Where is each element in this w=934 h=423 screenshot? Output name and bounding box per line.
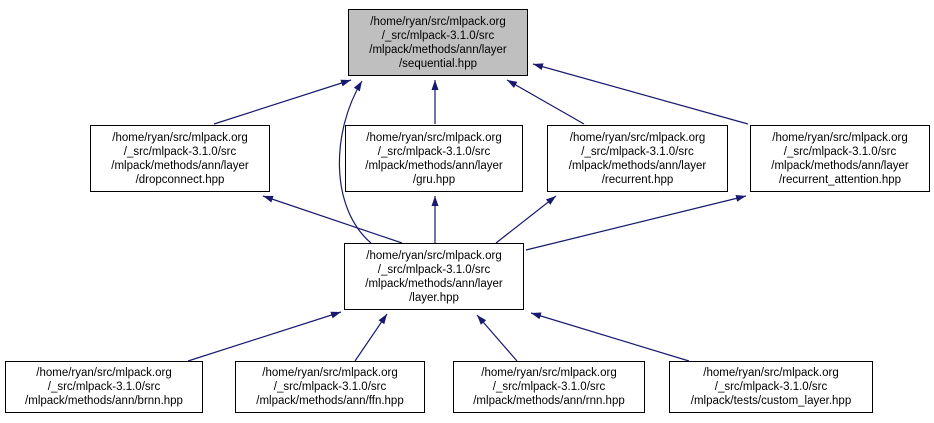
- node-path-line: /_src/mlpack-3.1.0/src: [377, 263, 491, 276]
- node-path-line: /home/ryan/src/mlpack.org: [569, 131, 706, 144]
- node-path-line: /mlpack/methods/ann/layer: [365, 277, 503, 290]
- node-path-line: /_src/mlpack-3.1.0/src: [581, 145, 694, 158]
- node-custom-layer-hpp[interactable]: [669, 361, 873, 413]
- edge-dropconnect-to-sequential: [214, 80, 351, 124]
- node-path-line: /home/ryan/src/mlpack.org: [370, 15, 506, 28]
- node-path-line: /mlpack/methods/ann/layer: [568, 159, 707, 172]
- node-path-line: /dropconnect.hpp: [135, 173, 225, 186]
- node-recurrent-attention-hpp[interactable]: [750, 125, 930, 192]
- node-path-line: /_src/mlpack-3.1.0/src: [783, 145, 897, 158]
- edge-recurrent-to-sequential: [507, 80, 584, 124]
- edge-layer-to-recurrent: [496, 196, 556, 243]
- edge-layer-to-dropconnect: [263, 196, 402, 243]
- node-dropconnect-hpp[interactable]: [90, 125, 270, 192]
- node-path-line: /_src/mlpack-3.1.0/src: [381, 29, 495, 42]
- node-path-line: /_src/mlpack-3.1.0/src: [714, 381, 828, 393]
- node-path-line: /_src/mlpack-3.1.0/src: [47, 381, 161, 393]
- node-path-line: /mlpack/methods/ann/layer: [111, 159, 249, 172]
- node-path-line: /home/ryan/src/mlpack.org: [366, 131, 502, 144]
- node-recurrent-hpp[interactable]: [547, 125, 728, 192]
- edge-layer-to-recurrent-attention: [526, 196, 746, 250]
- node-path-line: /gru.hpp: [412, 173, 456, 186]
- edge-ffn-to-layer: [355, 314, 387, 361]
- edge-recurrent-attention-to-sequential: [533, 64, 748, 124]
- node-path-line: /_src/mlpack-3.1.0/src: [273, 381, 387, 393]
- node-sequential-hpp[interactable]: [348, 9, 528, 76]
- node-path-line: /layer.hpp: [409, 291, 459, 304]
- node-path-line: /_src/mlpack-3.1.0/src: [123, 145, 237, 158]
- node-path-line: /home/ryan/src/mlpack.org: [703, 367, 839, 379]
- node-path-line: /home/ryan/src/mlpack.org: [262, 367, 398, 379]
- node-brnn-hpp[interactable]: [5, 361, 203, 413]
- node-path-line: /home/ryan/src/mlpack.org: [36, 367, 172, 379]
- node-layer-hpp[interactable]: [344, 243, 524, 310]
- node-path-line: /mlpack/methods/ann/layer: [369, 43, 507, 56]
- node-path-line: /mlpack/tests/custom_layer.hpp: [690, 395, 852, 407]
- node-path-line: /_src/mlpack-3.1.0/src: [492, 381, 606, 393]
- edge-rnn-to-layer: [477, 315, 517, 361]
- node-rnn-hpp[interactable]: [453, 361, 645, 413]
- node-path-line: /home/ryan/src/mlpack.org: [366, 249, 502, 262]
- node-path-line: /_src/mlpack-3.1.0/src: [377, 145, 491, 158]
- node-path-line: /home/ryan/src/mlpack.org: [481, 367, 617, 379]
- node-path-line: /mlpack/methods/ann/brnn.hpp: [25, 395, 183, 407]
- node-path-line: /mlpack/methods/ann/rnn.hpp: [473, 395, 625, 407]
- edge-custom-layer-to-layer: [531, 313, 689, 361]
- node-path-line: /mlpack/methods/ann/layer: [771, 159, 909, 172]
- node-gru-hpp[interactable]: [345, 125, 523, 192]
- node-path-line: /home/ryan/src/mlpack.org: [112, 131, 248, 144]
- node-path-line: /recurrent_attention.hpp: [778, 173, 902, 186]
- node-path-line: /home/ryan/src/mlpack.org: [772, 131, 908, 144]
- node-path-line: /recurrent.hpp: [601, 173, 674, 186]
- node-path-line: /mlpack/methods/ann/ffn.hpp: [256, 395, 404, 407]
- node-path-line: /mlpack/methods/ann/layer: [365, 159, 503, 172]
- node-ffn-hpp[interactable]: [235, 361, 425, 413]
- node-path-line: /sequential.hpp: [398, 57, 477, 70]
- edge-brnn-to-layer: [188, 312, 341, 361]
